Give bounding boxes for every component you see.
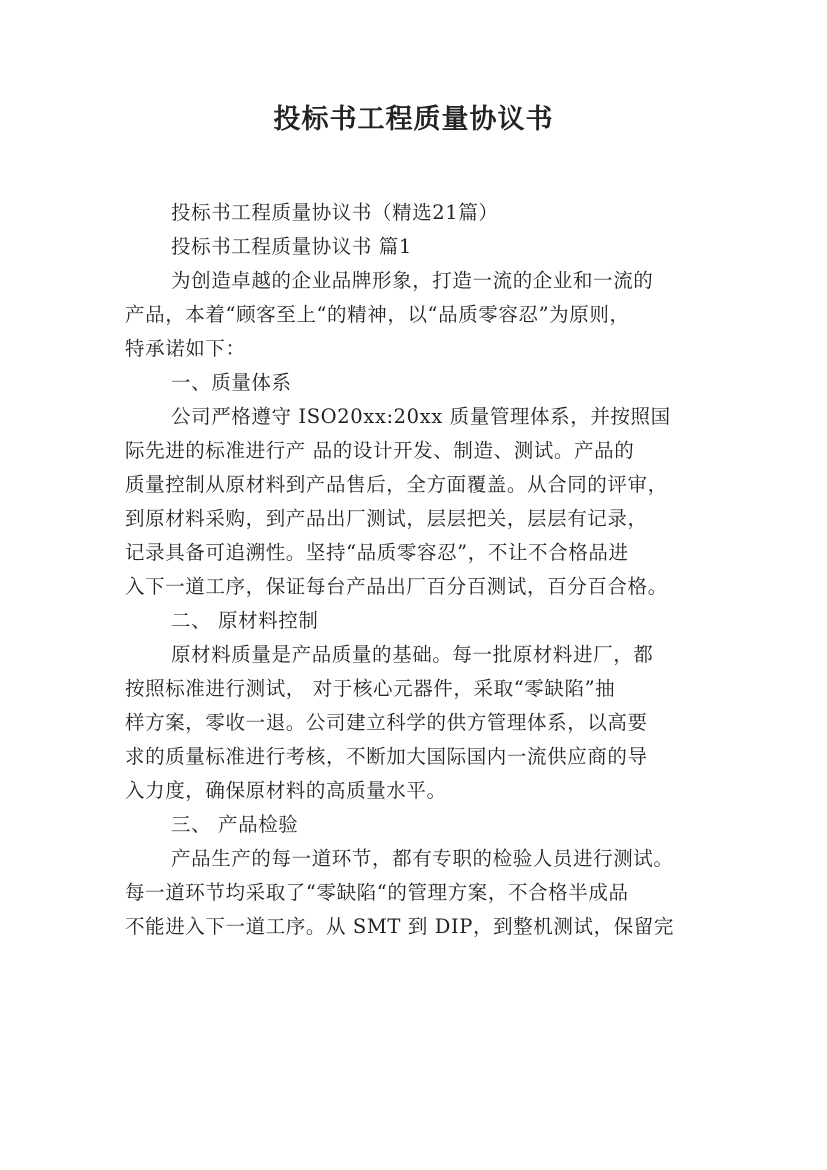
text-line: 原材料质量是产品质量的基础。每一批原材料进厂，都 <box>171 643 654 666</box>
text-line: 产品生产的每一道环节，都有专职的检验人员进行测试。 <box>171 847 674 870</box>
text-line: 样方案，零收一退。公司建立科学的供方管理体系，以高要 <box>125 711 648 734</box>
text-line: 际先进的标准进行产 品的设计开发、制造、测试。产品的 <box>125 439 635 462</box>
text-line: 三、 产品检验 <box>171 813 299 836</box>
text-line: 二、 原材料控制 <box>171 609 319 632</box>
text-line: 入下一道工序，保证每台产品出厂百分百测试，百分百合格。 <box>125 575 668 598</box>
text-line: 到原材料采购，到产品出厂测试，层层把关，层层有记录， <box>125 507 648 530</box>
text-line: 公司严格遵守 ISO20xx:20xx 质量管理体系，并按照国 <box>171 405 671 428</box>
text-line: 入力度，确保原材料的高质量水平。 <box>125 779 447 802</box>
text-line: 每一道环节均采取了“零缺陷“的管理方案，不合格半成品 <box>125 881 629 904</box>
text-line: 记录具备可追溯性。坚持“品质零容忍”，不让不合格品进 <box>125 541 629 564</box>
document-body <box>125 196 715 944</box>
text-line: 投标书工程质量协议书 篇1 <box>171 235 412 258</box>
text-line: 不能进入下一道工序。从 SMT 到 DIP，到整机测试，保留完 <box>125 915 674 938</box>
text-line: 一、质量体系 <box>171 371 292 394</box>
text-line: 产品，本着“顾客至上“的精神，以“品质零容忍”为原则， <box>125 303 630 326</box>
text-line: 质量控制从原材料到产品售后，全方面覆盖。从合同的评审， <box>125 473 668 496</box>
document-title: 投标书工程质量协议书 <box>273 104 554 135</box>
text-line: 按照标准进行测试， 对于核心元器件，采取“零缺陷”抽 <box>125 677 616 700</box>
text-line: 特承诺如下： <box>125 337 246 360</box>
text-line: 投标书工程质量协议书（精选21篇） <box>171 201 499 224</box>
text-line: 求的质量标准进行考核，不断加大国际国内一流供应商的导 <box>125 745 648 768</box>
text-line: 为创造卓越的企业品牌形象，打造一流的企业和一流的 <box>171 269 654 292</box>
